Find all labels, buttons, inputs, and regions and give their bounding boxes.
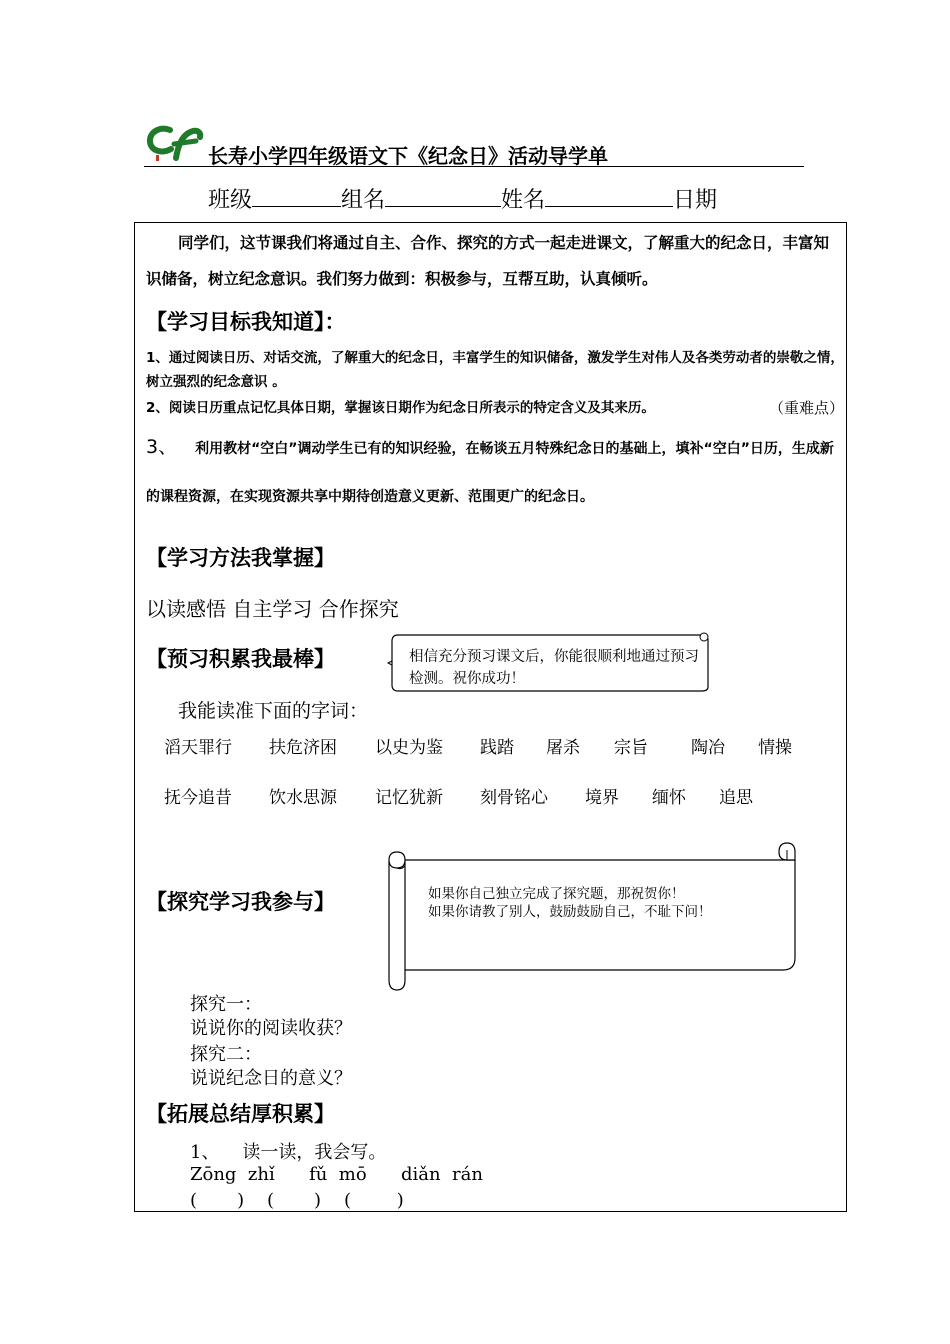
word-item: 践踏: [480, 738, 514, 758]
preview-heading: 【预习积累我最棒】: [146, 647, 335, 671]
inquiry-1-title: 探究一：: [190, 994, 262, 1015]
scroll-banner-text: [428, 885, 798, 921]
date-label: 日期: [673, 188, 718, 213]
group-label: 组名: [341, 188, 386, 213]
extension-heading: 【拓展总结厚积累】: [146, 1102, 335, 1126]
goal-item-3-number: 3、: [146, 436, 178, 458]
group-blank[interactable]: [385, 184, 501, 207]
inquiry-2-title: 探究二：: [190, 1044, 262, 1065]
title-underline: [144, 166, 804, 167]
word-item: 情操: [758, 738, 792, 758]
goal-item-2-note: （重难点）: [768, 399, 844, 417]
goal-item-3: [146, 423, 844, 521]
school-logo: [146, 124, 204, 164]
page-title: 长寿小学四年级语文下《纪念日》活动导学单: [208, 144, 608, 168]
encouragement-bubble-text: 相信充分预习课文后，你能很顺利地通过预习检测。祝你成功！: [409, 649, 699, 687]
scroll-line-2: 如果你请教了别人，鼓励鼓励自己，不耻下问！: [428, 904, 712, 920]
goal-item-2-text: 2、阅读日历重点记忆具体日期，掌握该日期作为纪念日所表示的特定含义及其来历。: [146, 400, 655, 416]
word-item: 屠杀: [546, 738, 580, 758]
word-item: 陶冶: [691, 738, 725, 758]
name-label: 姓名: [501, 188, 546, 213]
goals-heading: 【学习目标我知道】：: [146, 310, 346, 334]
word-item: 滔天罪行: [164, 738, 232, 758]
word-item: 境界: [585, 788, 619, 808]
methods-text: 以读感悟 自主学习 合作探究: [146, 597, 399, 621]
goal-item-1: 1、通过阅读日历、对话交流，了解重大的纪念日，丰富学生的知识储备，激发学生对伟人及各类劳动者的崇敬之情，树立强烈的纪念意识 。: [146, 350, 844, 390]
word-item: 记忆犹新: [375, 788, 443, 808]
goal-item-3-text: 利用教材“空白”调动学生已有的知识经验，在畅谈五月特殊纪念日的基础上，填补“空白”日历，生成新的课程资源，在实现资源共享中期待创造意义更新、范围更广的纪念日。: [146, 441, 834, 505]
word-item: 扶危济困: [269, 738, 337, 758]
word-item: 宗旨: [614, 738, 648, 758]
class-blank[interactable]: [252, 184, 341, 207]
scroll-line-1: 如果你自己独立完成了探究题，那祝贺你！: [428, 886, 685, 902]
word-item: 抚今追昔: [164, 788, 232, 808]
student-info-fields: [208, 183, 717, 214]
goal-item-2: [146, 396, 844, 420]
word-item: 以史为鉴: [375, 738, 443, 758]
word-item: 刻骨铭心: [480, 788, 548, 808]
class-label: 班级: [208, 188, 253, 213]
intro-paragraph: 同学们，这节课我们将通过自主、合作、探究的方式一起走进课文，了解重大的纪念日，丰富知识储备，树立纪念意识。我们努力做到：积极参与，互帮互助，认真倾听。: [146, 234, 830, 288]
extension-task-1: 1、 读一读，我会写。: [190, 1142, 387, 1163]
word-item: 缅怀: [652, 788, 686, 808]
name-blank[interactable]: [545, 184, 673, 207]
pinyin-row: Zōng zhǐ fǔ mō diǎn rán: [190, 1164, 483, 1185]
inquiry-1-question: 说说你的阅读收获？: [190, 1018, 352, 1039]
answer-blanks[interactable]: ( ) ( ) ( ): [190, 1190, 404, 1211]
read-words-label: 我能读准下面的字词：: [178, 700, 369, 722]
word-item: 饮水思源: [269, 788, 337, 808]
word-item: 追思: [719, 788, 753, 808]
inquiry-2-question: 说说纪念日的意义？: [190, 1068, 352, 1089]
methods-heading: 【学习方法我掌握】: [146, 546, 335, 570]
inquiry-heading: 【探究学习我参与】: [146, 890, 335, 914]
